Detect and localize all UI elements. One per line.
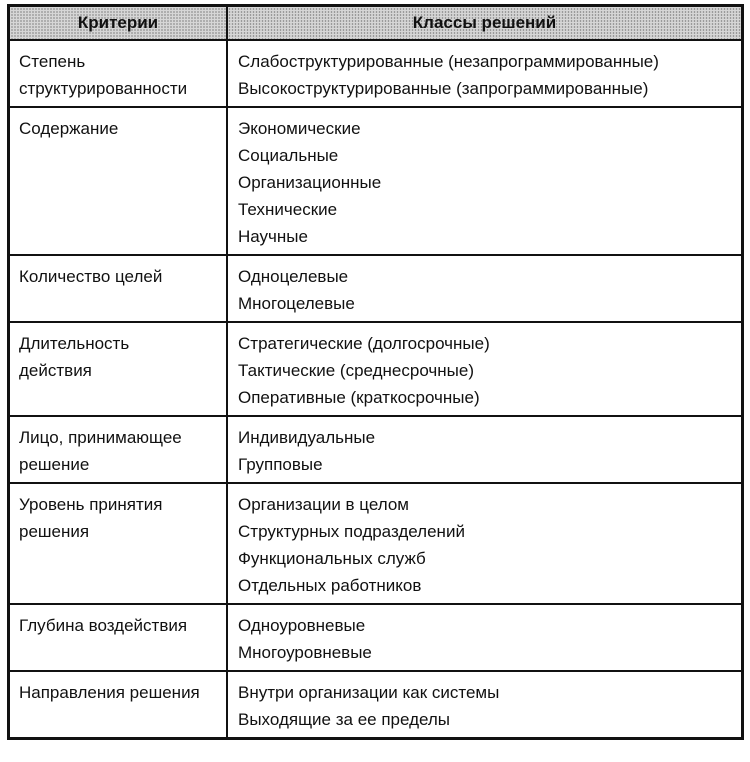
table-row [9, 322, 743, 416]
criterion-cell [9, 40, 228, 107]
classes-cell [227, 322, 743, 416]
criterion-cell [9, 255, 228, 322]
class-item: Высокоструктурированные (запрограммированные) [238, 79, 649, 98]
table-row [9, 671, 743, 739]
criterion-cell [9, 604, 228, 671]
criterion-text: решения [19, 522, 90, 541]
table-row [9, 40, 743, 107]
class-item: Структурных подразделений [238, 522, 465, 541]
classes-cell [227, 255, 743, 322]
criterion-text: Количество целей [19, 267, 163, 286]
criterion-text: структурированности [19, 79, 188, 98]
criterion-cell [9, 416, 228, 483]
class-item: Стратегические (долгосрочные) [238, 334, 490, 353]
table-row [9, 107, 743, 255]
class-item: Слабоструктурированные (незапрограммированные) [238, 52, 659, 71]
criterion-text: Направления решения [19, 683, 200, 702]
class-item: Одноцелевые [238, 267, 349, 286]
header-criteria: Критерии [9, 6, 228, 41]
criterion-text: решение [19, 455, 90, 474]
class-item: Организации в целом [238, 495, 409, 514]
class-item: Технические [238, 200, 338, 219]
criterion-cell [9, 322, 228, 416]
header-classes: Классы решений [227, 6, 743, 41]
classes-cell [227, 107, 743, 255]
class-item: Внутри организации как системы [238, 683, 500, 702]
class-item: Индивидуальные [238, 428, 376, 447]
table-row [9, 604, 743, 671]
table-row [9, 416, 743, 483]
class-item: Экономические [238, 119, 361, 138]
header-row [9, 6, 743, 41]
criterion-cell [9, 107, 228, 255]
class-item: Тактические (среднесрочные) [238, 361, 474, 380]
class-item: Одноуровневые [238, 616, 366, 635]
criterion-text: Содержание [19, 119, 119, 138]
class-item: Выходящие за ее пределы [238, 710, 451, 729]
classes-cell [227, 671, 743, 739]
criterion-cell [9, 483, 228, 604]
class-item: Организационные [238, 173, 382, 192]
classes-cell [227, 40, 743, 107]
class-item: Научные [238, 227, 308, 246]
criterion-text: Глубина воздействия [19, 616, 188, 635]
criterion-text: Длительность [19, 334, 130, 353]
class-item: Социальные [238, 146, 339, 165]
class-item: Многоуровневые [238, 643, 372, 662]
decision-classification-table [7, 4, 744, 740]
criterion-text: Уровень принятия [19, 495, 163, 514]
criterion-cell [9, 671, 228, 739]
class-item: Групповые [238, 455, 323, 474]
classes-cell [227, 604, 743, 671]
criterion-text: Лицо, принимающее [19, 428, 182, 447]
criterion-text: действия [19, 361, 92, 380]
class-item: Многоцелевые [238, 294, 355, 313]
class-item: Оперативные (краткосрочные) [238, 388, 480, 407]
classes-cell [227, 416, 743, 483]
class-item: Функциональных служб [238, 549, 426, 568]
class-item: Отдельных работников [238, 576, 422, 595]
table-row [9, 255, 743, 322]
criterion-text: Степень [19, 52, 86, 71]
classes-cell [227, 483, 743, 604]
table-row [9, 483, 743, 604]
